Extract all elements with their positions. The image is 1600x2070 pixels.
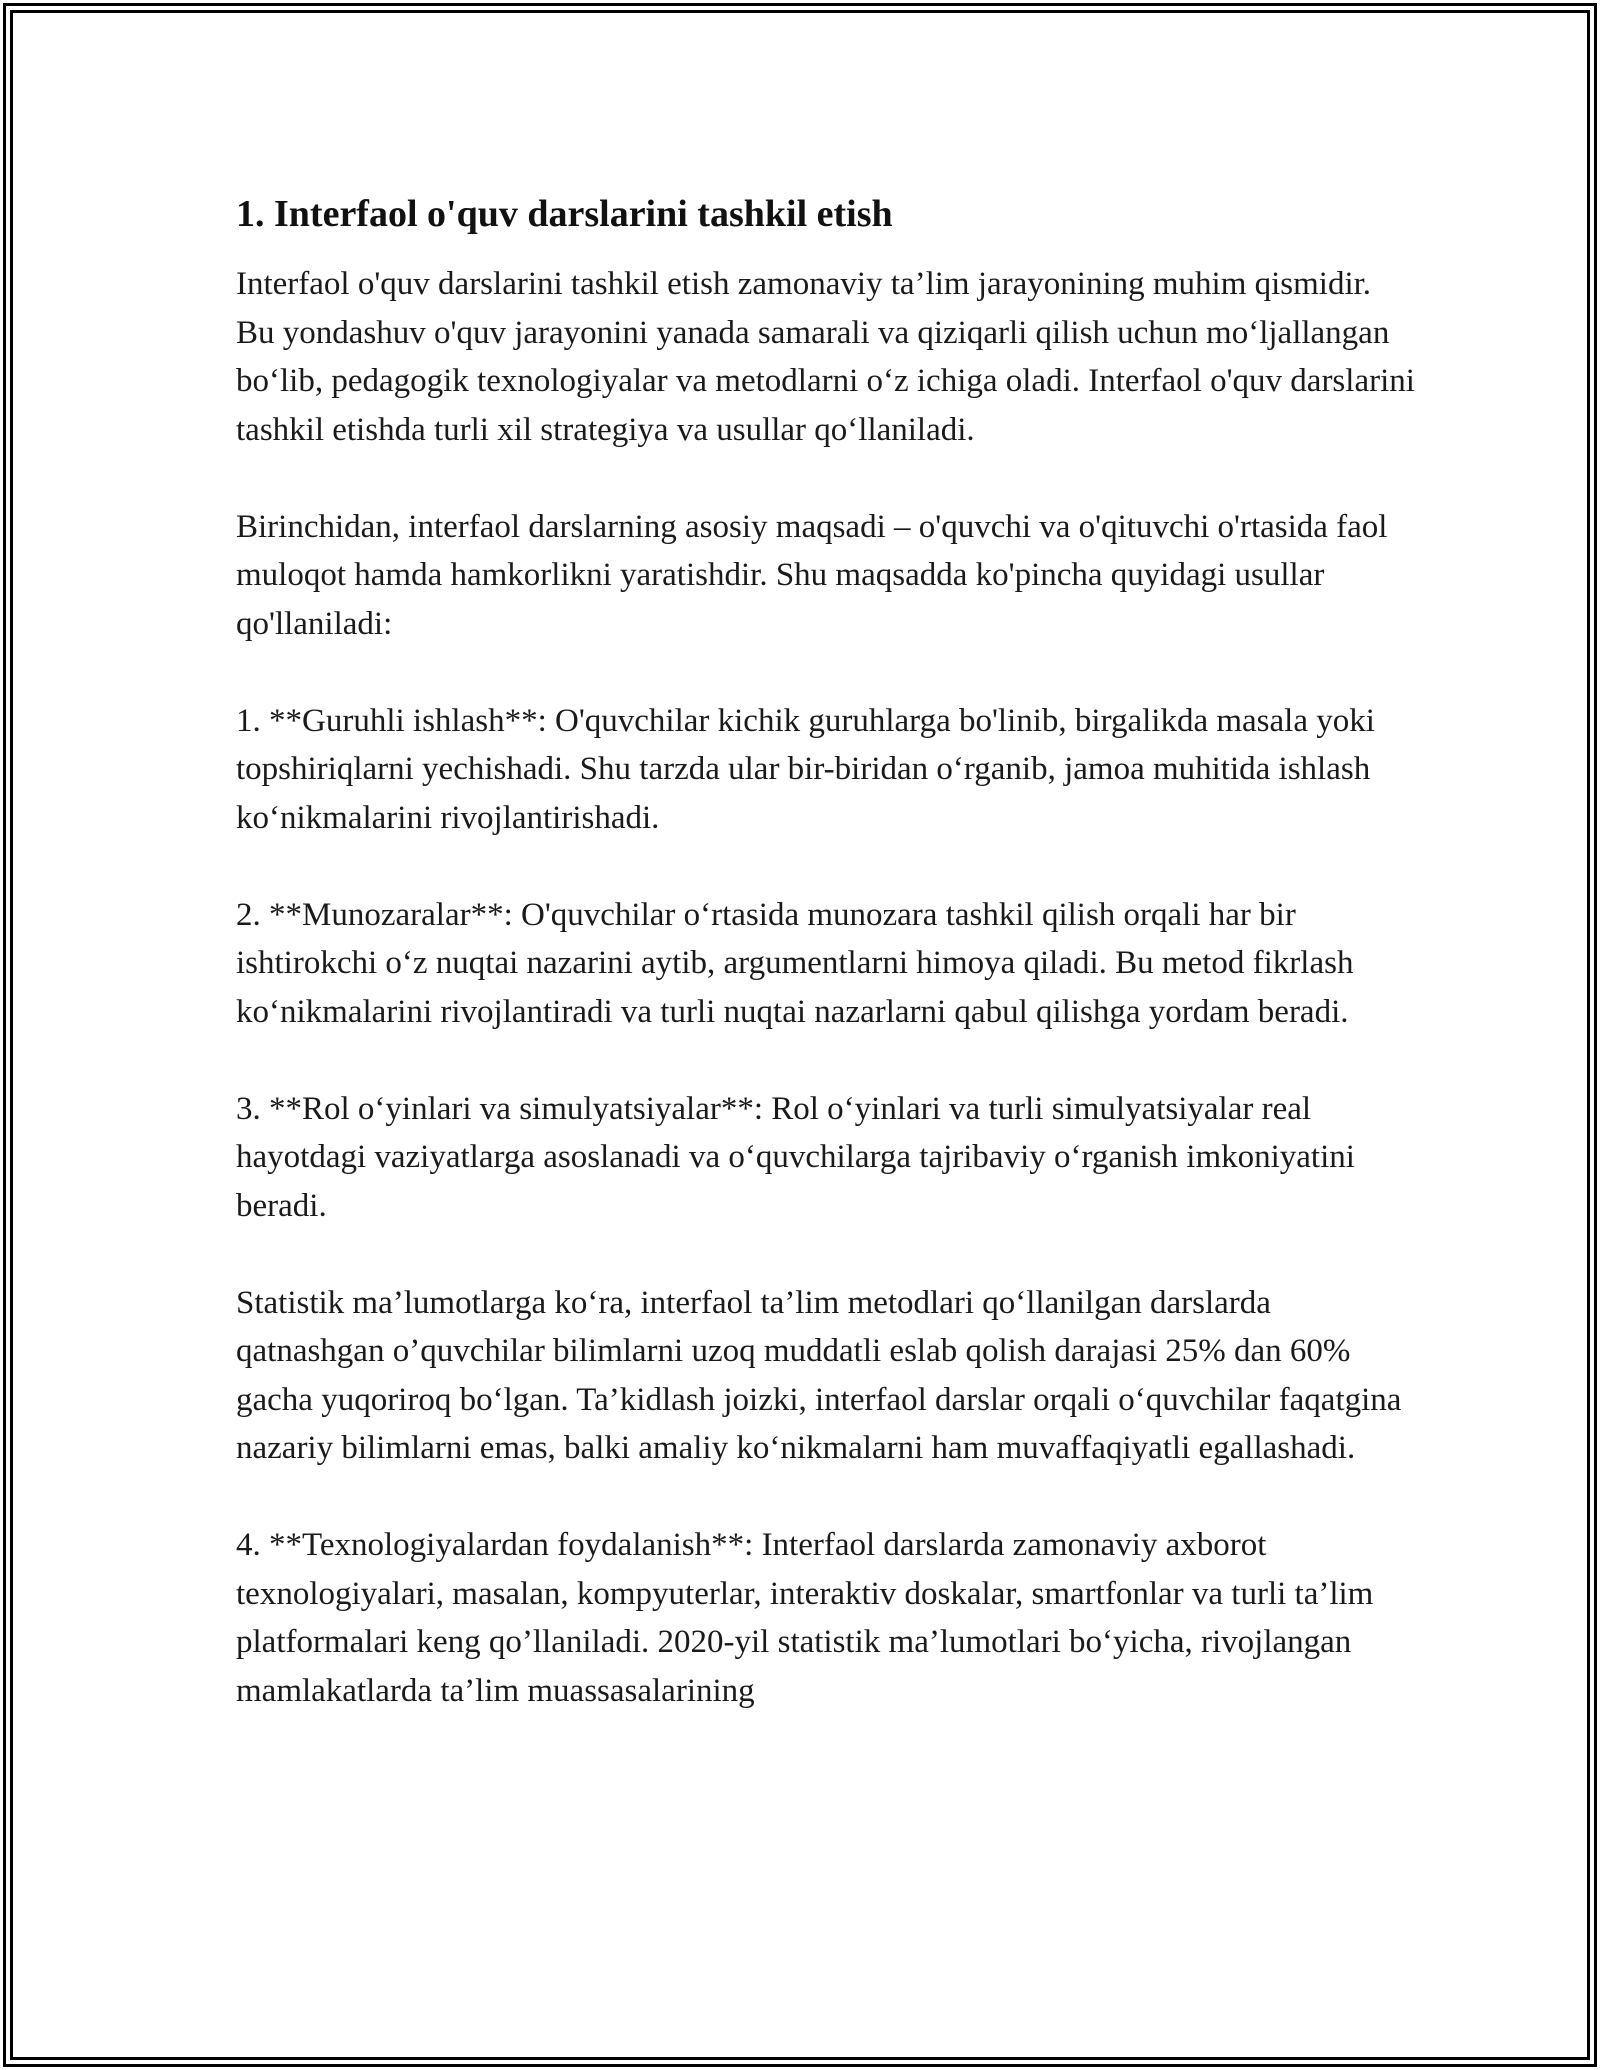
paragraph-intro: Interfaol o'quv darslarini tashkil etish zamonaviy ta’lim jarayonining muhim qismidir. Bu yondashuv o'quv jarayonini yanada samarali va qiziqarli qilish uchun mo‘ljallangan bo‘lib, pedagogik texnologiyalar va metodlarni o‘z ichiga oladi. Interfaol o'quv darslarini tashkil etishda turli xil strategiya va usullar qo‘llaniladi. [236,266,1415,448]
list-item-group-work: 1. **Guruhli ishlash**: O'quvchilar kichik guruhlarga bo'linib, birgalikda masala yoki topshiriqlarni yechishadi. Shu tarzda ular bir-biridan o‘rganib, jamoa muhitida ishlash ko‘nikmalarini rivojlantirishadi. [236,702,1375,836]
list-item-technology: 4. **Texnologiyalardan foydalanish**: Interfaol darslarda zamonaviy axborot texnologiyalari, masalan, kompyuterlar, interaktiv doskalar, smartfonlar va turli ta’lim platformalari keng qo’llaniladi. 2020-yil statistik ma’lumotlari bo‘yicha, rivojlangan mamlakatlarda ta’lim muassasalarining [236,1527,1374,1709]
list-item-discussions: 2. **Munozaralar**: O'quvchilar o‘rtasida munozara tashkil qilish orqali har bir ishtirokchi o‘z nuqtai nazarini aytib, argumentlarni himoya qiladi. Bu metod fikrlash ko‘nikmalarini rivojlantiradi va turli nuqtai nazarlarni qabul qilishga yordam beradi. [236,896,1354,1030]
section-heading: 1. Interfaol o'quv darslarini tashkil etish [236,193,893,235]
paragraph-purpose: Birinchidan, interfaol darslarning asosiy maqsadi – o'quvchi va o'qituvchi o'rtasida faol muloqot hamda hamkorlikni yaratishdir. Shu maqsadda ko'pincha quyidagi usullar qo'llaniladi: [236,508,1388,642]
list-item-role-play: 3. **Rol o‘yinlari va simulyatsiyalar**: Rol o‘yinlari va turli simulyatsiyalar real hayotdagi vaziyatlarga asoslanadi va o‘quvchilarga tajribaviy o‘rganish imkoniyatini beradi. [236,1090,1355,1224]
paragraph-statistics: Statistik ma’lumotlarga ko‘ra, interfaol ta’lim metodlari qo‘llanilgan darslarda qatnashgan o’quvchilar bilimlarni uzoq muddatli eslab qolish darajasi 25% dan 60% gacha yuqoriroq bo‘lgan. Ta’kidlash joizki, interfaol darslar orqali o‘quvchilar faqatgina nazariy bilimlarni emas, balki amaliy ko‘nikmalarni ham muvaffaqiyatli egallashadi. [236,1284,1402,1466]
document-body [236,180,1416,1715]
